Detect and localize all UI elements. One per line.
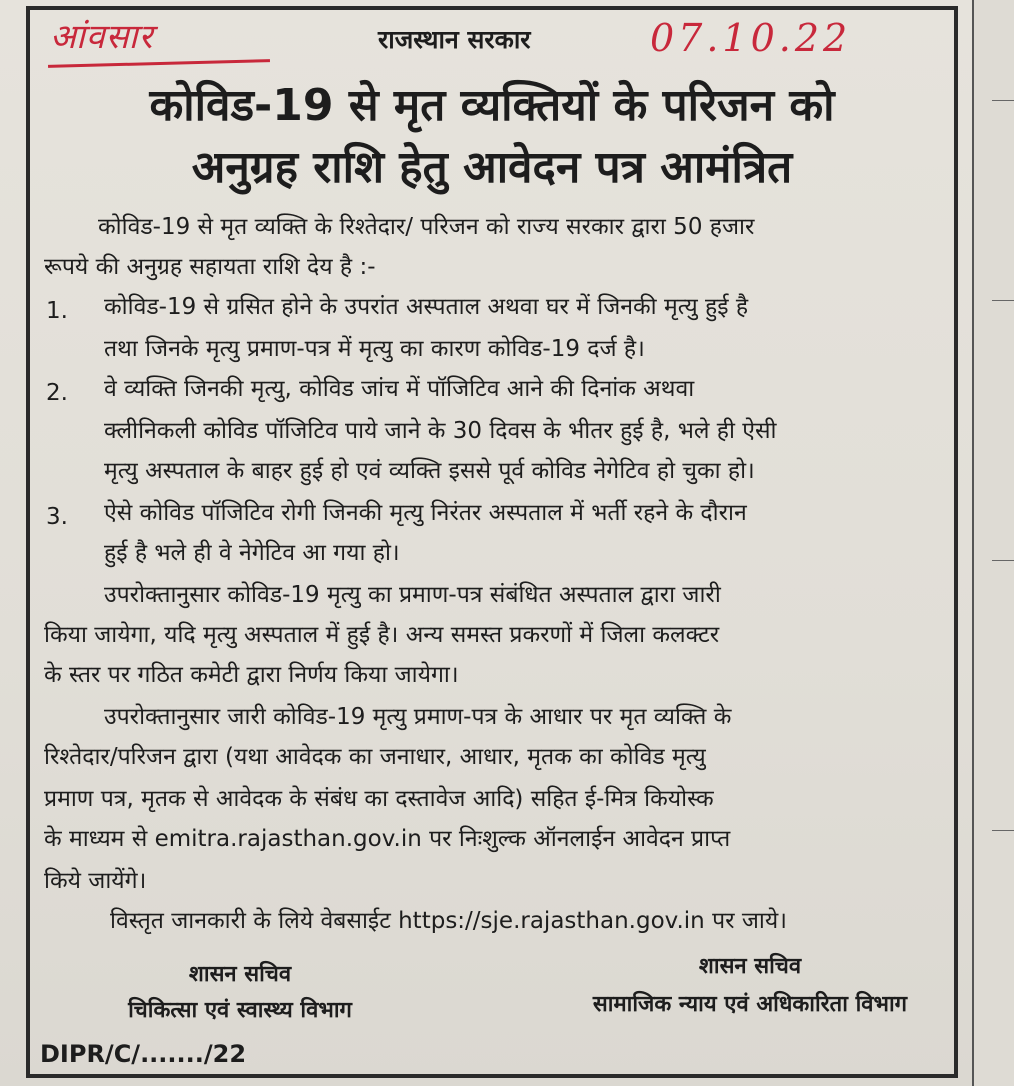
item-line: वे व्यक्ति जिनकी मृत्यु, कोविड जांच में पॉजिटिव आने की दिनांक अथवा (104, 376, 695, 402)
paragraph-line: के स्तर पर गठित कमेटी द्वारा निर्णय किया जायेगा। (44, 662, 459, 688)
right-signatory-title: शासन सचिव (698, 954, 802, 979)
paragraph-line: के माध्यम से emitra.rajasthan.gov.in पर निःशुल्क ऑनलाईन आवेदन प्राप्त (44, 826, 731, 852)
item-number: 1. (46, 298, 68, 324)
intro-line: रूपये की अनुग्रह सहायता राशि देय है :- (44, 254, 376, 280)
paragraph-line: किये जायेंगे। (44, 868, 147, 894)
paragraph-line: उपरोक्तानुसार कोविड-19 मृत्यु का प्रमाण-पत्र संबंधित अस्पताल द्वारा जारी (104, 582, 721, 608)
left-signatory-title: शासन सचिव (188, 962, 292, 987)
headline-line-2: अनुग्रह राशि हेतु आवेदन पत्र आमंत्रित (191, 142, 793, 193)
item-line: हुई है भले ही वे नेगेटिव आ गया हो। (104, 540, 400, 566)
handwritten-note: आंवसार (50, 17, 154, 57)
item-line: तथा जिनके मृत्यु प्रमाण-पत्र में मृत्यु का कारण कोविड-19 दर्ज है। (104, 336, 645, 362)
right-signatory-department: सामाजिक न्याय एवं अधिकारिता विभाग (592, 992, 908, 1017)
item-number: 3. (46, 504, 68, 530)
left-signatory-department: चिकित्सा एवं स्वास्थ्य विभाग (128, 998, 352, 1023)
item-line: ऐसे कोविड पॉजिटिव रोगी जिनकी मृत्यु निरंतर अस्पताल में भर्ती रहने के दौरान (104, 500, 747, 526)
issuer-name: राजस्थान सरकार (378, 25, 531, 54)
paragraph-line: किया जायेगा, यदि मृत्यु अस्पताल में हुई है। अन्य समस्त प्रकरणों में जिला कलक्टर (44, 622, 720, 648)
paragraph-line: उपरोक्तानुसार जारी कोविड-19 मृत्यु प्रमाण-पत्र के आधार पर मृत व्यक्ति के (104, 704, 732, 730)
paragraph-line: रिश्तेदार/परिजन द्वारा (यथा आवेदक का जनाधार, आधार, मृतक का कोविड मृत्यु (44, 744, 706, 770)
item-line: क्लीनिकली कोविड पॉजिटिव पाये जाने के 30 दिवस के भीतर हुई है, भले ही ऐसी (104, 418, 777, 444)
paragraph-line: प्रमाण पत्र, मृतक से आवेदक के संबंध का दस्तावेज आदि) सहित ई-मित्र कियोस्क (44, 786, 714, 812)
item-line: कोविड-19 से ग्रसित होने के उपरांत अस्पताल अथवा घर में जिनकी मृत्यु हुई है (104, 294, 749, 320)
handwritten-date: 07.10.22 (650, 16, 852, 60)
website-line: विस्तृत जानकारी के लिये वेबसाईट https://sje.rajasthan.gov.in पर जाये। (110, 908, 787, 934)
headline-line-1: कोविड-19 से मृत व्यक्तियों के परिजन को (149, 80, 835, 131)
dipr-reference: DIPR/C/......./22 (40, 1040, 247, 1068)
intro-line: कोविड-19 से मृत व्यक्ति के रिश्तेदार/ परिजन को राज्य सरकार द्वारा 50 हजार (98, 214, 755, 240)
item-number: 2. (46, 380, 68, 406)
adjacent-column-edge (972, 0, 1014, 1086)
item-line: मृत्यु अस्पताल के बाहर हुई हो एवं व्यक्ति इससे पूर्व कोविड नेगेटिव हो चुका हो। (104, 458, 755, 484)
